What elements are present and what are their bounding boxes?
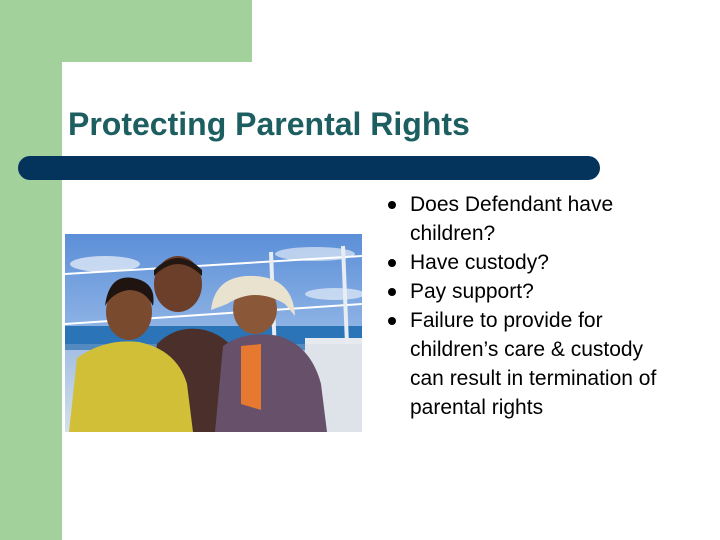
bullet-text: Failure to provide for children’s care & custody can result in termination of parental rights — [410, 309, 657, 419]
bullet-dot-icon — [388, 201, 396, 209]
bullet-text: Pay support? — [410, 280, 534, 303]
bullet-item — [384, 306, 674, 422]
bullet-item — [384, 190, 674, 248]
title-underline-bar — [18, 156, 600, 180]
slide-title: Protecting Parental Rights — [68, 106, 470, 142]
bullet-text: Have custody? — [410, 251, 549, 274]
family-photo — [65, 234, 362, 432]
bullet-text: Does Defendant have children? — [410, 193, 614, 245]
bullet-dot-icon — [388, 317, 396, 325]
bullet-dot-icon — [388, 288, 396, 296]
green-corner-band-left — [0, 0, 62, 540]
bullet-dot-icon — [388, 259, 396, 267]
bullet-list — [384, 190, 674, 422]
bullet-item — [384, 277, 674, 306]
bullet-item — [384, 248, 674, 277]
rounded-corner — [62, 62, 102, 102]
